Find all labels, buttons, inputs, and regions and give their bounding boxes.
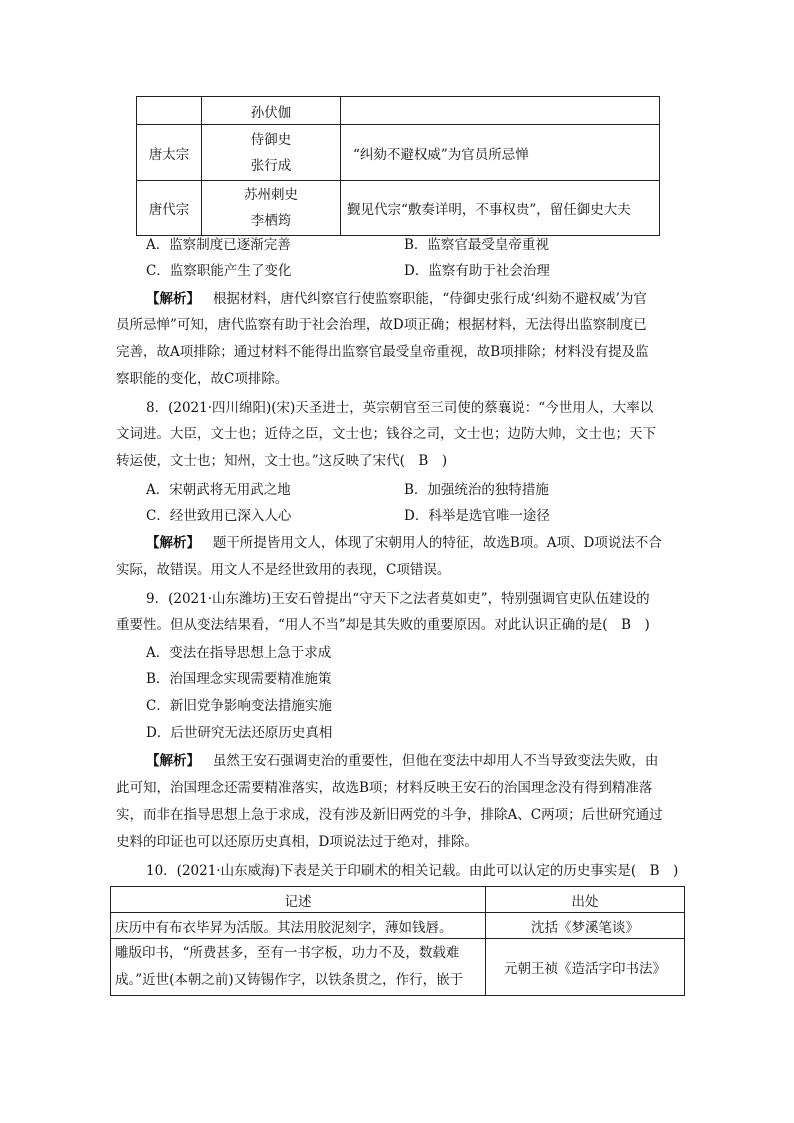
q8-option-b: B．加强统治的独特措施 (404, 482, 549, 498)
q7-option-c: C．监察职能产生了变化 (146, 263, 292, 279)
official-name: 李栖筠 (250, 213, 292, 229)
q9-analysis-line-3: 实，而非在指导思想上急于求成，没有涉及新旧两党的斗争，排除A、C两项；后世研究通过 (116, 807, 663, 823)
table-cell-desc (341, 97, 660, 125)
q9-stem-line-1: 9．(2021·山东潍坊)王安石曾提出“守天下之法者莫如吏”，特别强调官吏队伍建设的 (146, 591, 650, 607)
q7-analysis-line-1 (146, 286, 647, 312)
q9-analysis-line-1 (146, 748, 658, 774)
q9-analysis-line-2: 此可知，治国理念还需要精准落实，故选B项；材料反映王安石的治国理念没有得到精准落 (116, 780, 653, 796)
q7-option-b: B．监察官最受皇帝重视 (404, 237, 549, 253)
q7-option-d: D．监察有助于社会治理 (404, 263, 550, 279)
q8-option-a: A．宋朝武将无用武之地 (146, 482, 291, 498)
table-cell-record: 庆历中有布衣毕昇为活版。其法用胶泥刻字，薄如钱唇。 (111, 913, 486, 939)
official-name: 张行成 (250, 157, 292, 174)
officials-table (136, 96, 660, 236)
q7-analysis-line-3: 完善，故A项排除；通过材料不能得出监察官最受皇帝重视，故B项排除；材料没有提及监 (116, 344, 649, 360)
printing-records-table (110, 886, 685, 996)
table-header-source: 出处 (486, 887, 685, 913)
q7-analysis-line-4: 察职能的变化，故C项排除。 (116, 371, 289, 387)
q9-option-c: C．新旧党争影响变法措施实施 (146, 698, 332, 714)
q8-stem-line-2: 文词进。大臣，文士也；近侍之臣，文士也；钱谷之司，文士也；边防大帅，文士也；天下 (116, 426, 656, 442)
q10-stem: 10．(2021·山东威海)下表是关于印刷术的相关记载。由此可以认定的历史事实是( B ) (146, 863, 679, 879)
table-cell-official: 孙伏伽 (202, 97, 341, 125)
analysis-tag: 【解析】 (146, 535, 200, 551)
q8-stem-line-3: 转运使，文士也；知州，文士也。”这反映了宋代( B ) (116, 453, 448, 469)
q9-option-d: D．后世研究无法还原历史真相 (146, 725, 333, 741)
table-cell-official (202, 181, 341, 236)
q9-analysis-line-4: 史料的印证也可以还原历史真相，D项说法过于绝对，排除。 (116, 834, 478, 850)
q9-stem-line-2: 重要性。但从变法结果看，“用人不当”却是其失败的重要原因。对此认识正确的是( B ) (116, 617, 650, 633)
analysis-text: 题干所提皆用文人，体现了宋朝用人的特征，故选B项。A项、D项说法不合 (212, 535, 662, 551)
table-cell-official (202, 125, 341, 181)
q7-analysis-line-2: 员所忌惮”可知，唐代监察有助于社会治理，故D项正确；根据材料，无法得出监察制度已 (116, 317, 647, 333)
table-cell-desc: “纠劾不避权威”为官员所忌惮 (341, 125, 660, 181)
analysis-text: 虽然王安石强调吏治的重要性，但他在变法中却用人不当导致变法失败，由 (212, 753, 659, 769)
table-cell-emperor: 唐代宗 (137, 181, 202, 236)
q8-analysis-line-2: 实际，故错误。用文人不是经世致用的表现，C项错误。 (116, 562, 451, 578)
table-cell-source: 沈括《梦溪笔谈》 (486, 913, 685, 939)
analysis-tag: 【解析】 (146, 753, 200, 769)
q9-option-a: A．变法在指导思想上急于求成 (146, 645, 332, 661)
official-title: 侍御史 (250, 131, 292, 148)
q8-option-d: D．科举是选官唯一途径 (404, 508, 550, 524)
q8-analysis-line-1 (146, 530, 662, 556)
q8-option-c: C．经世致用已深入人心 (146, 508, 292, 524)
table-cell-record (111, 939, 486, 996)
analysis-tag: 【解析】 (146, 291, 200, 307)
table-cell-emperor (137, 97, 202, 125)
table-header-record: 记述 (111, 887, 486, 913)
table-cell-source: 元朝王祯《造活字印书法》 (486, 939, 685, 996)
q7-option-a: A．监察制度已逐渐完善 (146, 237, 291, 253)
official-title: 苏州刺史 (244, 187, 298, 203)
analysis-text: 根据材料，唐代纠察官行使监察职能，“侍御史张行成‘纠劾不避权威’为官 (212, 291, 647, 307)
q8-stem-line-1: 8．(2021·四川绵阳)(宋)天圣进士，英宗朝官至三司使的蔡襄说：“今世用人，大率以 (146, 400, 654, 416)
q9-option-b: B．治国理念实现需要精准施策 (146, 671, 332, 687)
table-cell-emperor: 唐太宗 (137, 125, 202, 181)
table-cell-desc: 觐见代宗“敷奏详明，不事权贵”，留任御史大夫 (341, 181, 660, 236)
record-line: 雕版印书，“所费甚多，至有一书字板，功力不及，数载难 (115, 945, 460, 961)
record-line: 成。”近世(本朝之前)又铸锡作字，以铁条贯之，作行，嵌于 (115, 972, 464, 988)
